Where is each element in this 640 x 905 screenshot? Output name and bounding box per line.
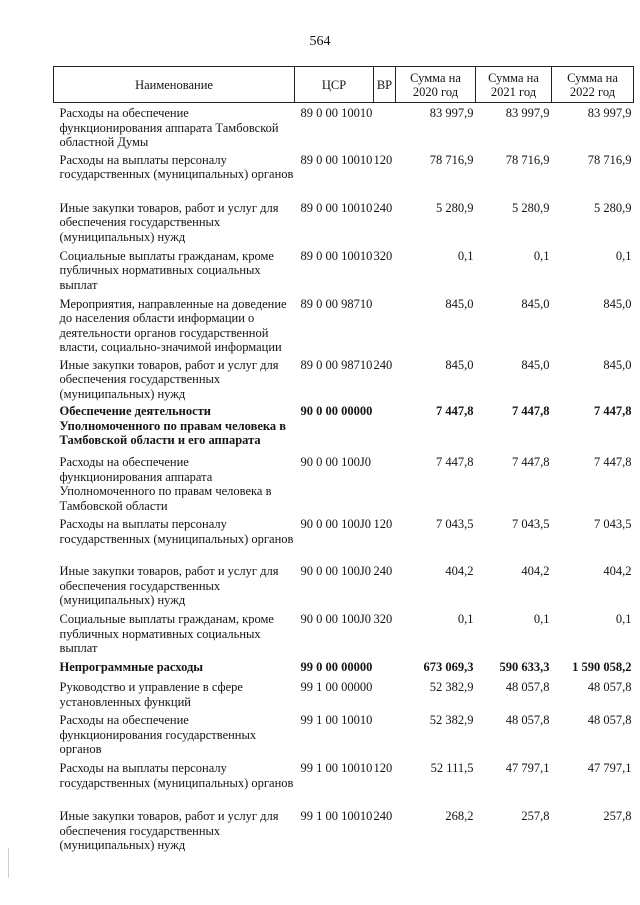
row-name: Социальные выплаты гражданам, кроме публичных нормативных социальных выплат [59,612,274,655]
row-sum-2020: 0,1 [457,248,474,263]
header-name: Наименование [54,67,295,103]
header-vr: ВР [374,67,396,103]
row-name: Мероприятия, направленные на доведение до населения области информации о деятельности органов государственной власти, социально-значимой информации [59,296,287,354]
row-csr: 89 0 00 10010 [300,200,373,215]
row-sum-2020: 845,0 [445,296,474,311]
row-vr [374,103,396,150]
row-sum-2020: 7 447,8 [436,404,474,418]
row-name: Иные закупки товаров, работ и услуг для обеспечения государственных (муниципальных) нужд [59,564,279,607]
row-csr: 89 0 00 98710 [300,357,373,372]
table-body [54,103,634,855]
row-vr [374,657,396,677]
row-csr: 90 0 00 100J0 [300,612,371,626]
row-vr [374,401,396,452]
row-csr: 89 0 00 98710 [300,296,373,311]
row-vr: 320 [373,248,393,263]
budget-table [53,66,634,854]
row-csr: 90 0 00 00000 [300,404,373,418]
row-csr: 89 0 00 10010 [300,248,373,263]
table-row [54,103,634,150]
row-vr [374,294,396,355]
row-name: Иные закупки товаров, работ и услуг для обеспечения государственных (муниципальных) нужд [59,200,279,244]
row-sum-2022: 845,0 [603,357,632,372]
row-name: Руководство и управление в сфере установленных функций [59,680,243,709]
row-name: Расходы на обеспечение функционирования аппарата Тамбовской областной Думы [59,106,279,149]
row-sum-2020: 5 280,9 [436,200,474,215]
row-sum-2020: 7 447,8 [436,455,474,469]
row-sum-2022: 0,1 [615,248,632,263]
header-csr: ЦСР [295,67,374,103]
table-row [54,677,634,710]
row-name: Социальные выплаты гражданам, кроме публичных нормативных социальных выплат [59,248,274,292]
row-sum-2021: 845,0 [521,357,550,372]
row-sum-2020: 845,0 [445,357,474,372]
page-number: 564 [309,34,331,49]
row-csr: 89 0 00 10010 [300,152,373,167]
table-row [54,514,634,561]
row-csr: 99 1 00 10010 [300,713,373,727]
table-row [54,150,634,198]
row-sum-2022: 47 797,1 [587,761,632,775]
row-name: Расходы на обеспечение функционирования государственных органов [59,713,257,756]
row-sum-2020: 404,2 [445,564,474,578]
table-row [54,806,634,854]
row-sum-2020: 52 111,5 [430,761,474,775]
row-sum-2021: 845,0 [521,296,550,311]
row-sum-2020: 673 069,3 [423,660,474,674]
row-sum-2022: 48 057,8 [587,713,632,727]
row-sum-2021: 7 447,8 [512,404,550,418]
row-vr: 240 [373,564,393,578]
row-sum-2021: 5 280,9 [512,200,550,215]
row-csr: 90 0 00 100J0 [300,455,371,469]
row-csr: 99 1 00 10010 [300,761,373,775]
table-row [54,355,634,402]
row-sum-2020: 83 997,9 [429,106,474,120]
header-sum-2022: Сумма на 2022 год [552,67,634,103]
table-row [54,710,634,758]
row-csr: 90 0 00 100J0 [300,517,371,531]
row-vr: 120 [373,152,393,167]
row-vr: 120 [373,517,393,531]
row-vr: 240 [373,200,393,215]
row-sum-2021: 48 057,8 [505,713,550,727]
row-vr [374,452,396,514]
row-name: Иные закупки товаров, работ и услуг для обеспечения государственных (муниципальных) нужд [59,357,279,401]
table-row [54,401,634,452]
row-sum-2022: 404,2 [603,564,632,578]
row-name: Расходы на обеспечение функционирования аппарата Уполномоченного по правам человека в Тамбовской области [59,455,272,513]
row-sum-2020: 7 043,5 [436,517,474,531]
row-sum-2021: 404,2 [521,564,550,578]
row-vr: 320 [373,612,393,626]
row-sum-2021: 0,1 [533,248,550,263]
row-sum-2022: 7 043,5 [594,517,632,531]
table-row [54,246,634,294]
row-sum-2022: 845,0 [603,296,632,311]
row-csr: 99 1 00 10010 [300,809,373,823]
row-name: Расходы на выплаты персоналу государственных (муниципальных) органов [59,761,294,790]
row-sum-2022: 5 280,9 [594,200,632,215]
row-name: Иные закупки товаров, работ и услуг для обеспечения государственных (муниципальных) нужд [59,809,279,852]
row-sum-2022: 257,8 [603,809,632,823]
row-sum-2021: 590 633,3 [499,660,550,674]
row-sum-2022: 0,1 [615,612,632,626]
row-sum-2020: 0,1 [457,612,474,626]
row-csr: 99 1 00 00000 [300,680,373,694]
scan-margin-mark [8,848,9,878]
table-row [54,561,634,609]
row-sum-2022: 7 447,8 [594,404,632,418]
row-sum-2021: 7 447,8 [512,455,550,469]
table-row [54,198,634,246]
table-row [54,609,634,657]
row-sum-2020: 52 382,9 [429,713,474,727]
row-sum-2022: 7 447,8 [594,455,632,469]
row-name: Расходы на выплаты персоналу государственных (муниципальных) органов [59,517,294,546]
row-sum-2022: 1 590 058,2 [572,660,632,674]
row-sum-2021: 0,1 [533,612,550,626]
row-sum-2021: 7 043,5 [512,517,550,531]
row-vr: 240 [373,809,393,823]
row-sum-2021: 48 057,8 [505,680,550,694]
row-vr [374,677,396,710]
row-name: Расходы на выплаты персоналу государственных (муниципальных) органов [59,152,294,181]
row-sum-2020: 78 716,9 [429,152,474,167]
header-sum-2021: Сумма на 2021 год [476,67,552,103]
table-header-row [54,67,634,103]
table-row [54,758,634,806]
row-sum-2022: 83 997,9 [587,106,632,120]
row-name: Непрограммные расходы [59,660,204,674]
table-row [54,657,634,677]
table-row [54,452,634,514]
row-vr: 240 [373,357,393,372]
row-sum-2021: 83 997,9 [505,106,550,120]
row-sum-2020: 52 382,9 [429,680,474,694]
header-sum-2020: Сумма на 2020 год [396,67,476,103]
row-sum-2021: 47 797,1 [505,761,550,775]
row-sum-2021: 257,8 [521,809,550,823]
table-row [54,294,634,355]
row-csr: 89 0 00 10010 [300,106,373,120]
row-sum-2021: 78 716,9 [505,152,550,167]
row-csr: 99 0 00 00000 [300,660,373,674]
row-name: Обеспечение деятельности Уполномоченного по правам человека в Тамбовской области и его аппарата [59,404,287,447]
row-sum-2022: 78 716,9 [587,152,632,167]
row-vr [374,710,396,758]
row-csr: 90 0 00 100J0 [300,564,371,578]
row-vr: 120 [373,761,393,775]
row-sum-2020: 268,2 [445,809,474,823]
row-sum-2022: 48 057,8 [587,680,632,694]
